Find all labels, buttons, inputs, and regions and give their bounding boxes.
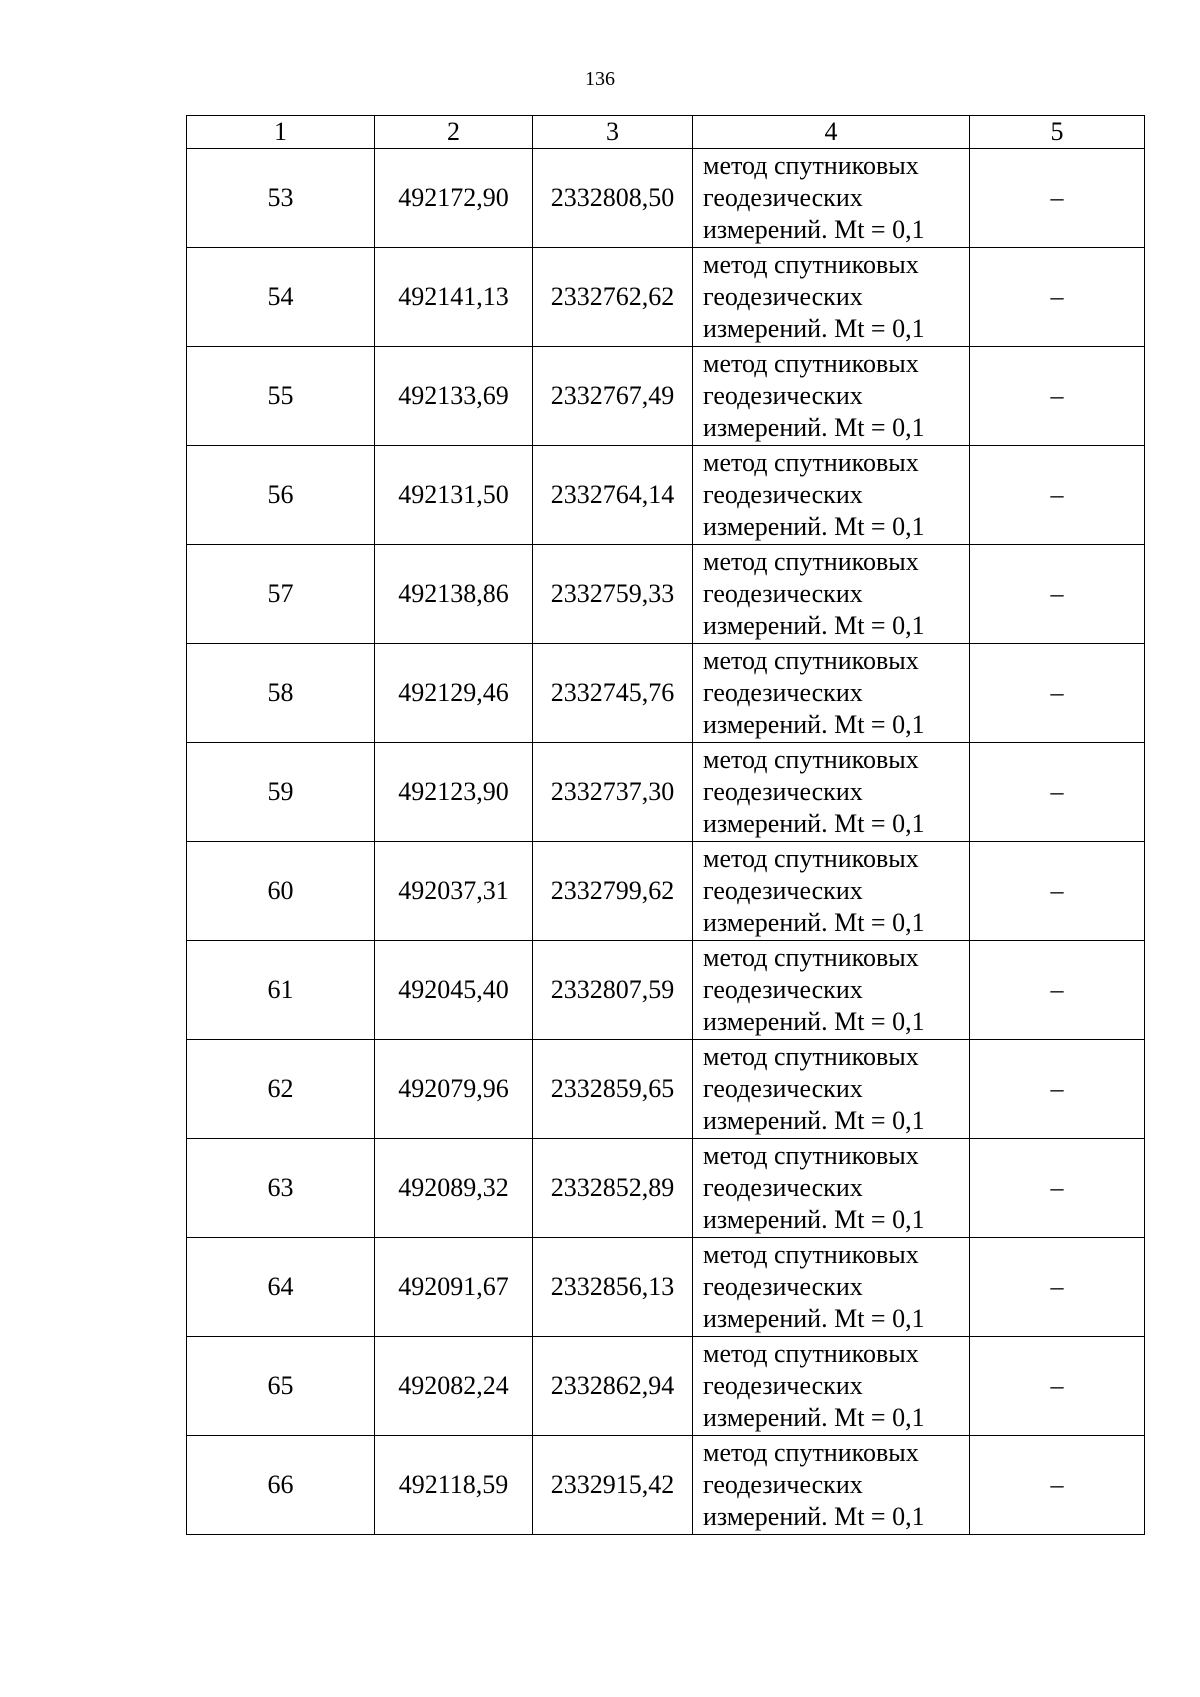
method-cell: метод спутниковых геодезических измерений. Mt = 0,1 [693,941,970,1040]
method-cell: метод спутниковых геодезических измерений. Mt = 0,1 [693,248,970,347]
note-cell: – [970,1436,1145,1535]
table-row [187,1436,1145,1535]
method-cell: метод спутниковых геодезических измерений. Mt = 0,1 [693,842,970,941]
table-row [187,1139,1145,1238]
note-cell: – [970,347,1145,446]
x-coordinate-cell: 492172,90 [375,149,533,248]
x-coordinate-cell: 492141,13 [375,248,533,347]
y-coordinate-cell: 2332762,62 [533,248,693,347]
y-coordinate-cell: 2332859,65 [533,1040,693,1139]
point-number-cell: 64 [187,1238,375,1337]
method-cell: метод спутниковых геодезических измерений. Mt = 0,1 [693,644,970,743]
column-header: 2 [375,116,533,149]
table-row [187,1238,1145,1337]
y-coordinate-cell: 2332764,14 [533,446,693,545]
y-coordinate-cell: 2332737,30 [533,743,693,842]
note-cell: – [970,446,1145,545]
method-cell: метод спутниковых геодезических измерений. Mt = 0,1 [693,1040,970,1139]
x-coordinate-cell: 492089,32 [375,1139,533,1238]
point-number-cell: 56 [187,446,375,545]
point-number-cell: 66 [187,1436,375,1535]
table-row [187,446,1145,545]
point-number-cell: 57 [187,545,375,644]
method-cell: метод спутниковых геодезических измерений. Mt = 0,1 [693,1238,970,1337]
note-cell: – [970,1238,1145,1337]
y-coordinate-cell: 2332808,50 [533,149,693,248]
method-cell: метод спутниковых геодезических измерений. Mt = 0,1 [693,446,970,545]
table-row [187,149,1145,248]
x-coordinate-cell: 492091,67 [375,1238,533,1337]
point-number-cell: 55 [187,347,375,446]
y-coordinate-cell: 2332852,89 [533,1139,693,1238]
table-row [187,1337,1145,1436]
x-coordinate-cell: 492037,31 [375,842,533,941]
table-row [187,941,1145,1040]
note-cell: – [970,842,1145,941]
x-coordinate-cell: 492045,40 [375,941,533,1040]
point-number-cell: 53 [187,149,375,248]
y-coordinate-cell: 2332915,42 [533,1436,693,1535]
y-coordinate-cell: 2332759,33 [533,545,693,644]
table-row [187,644,1145,743]
table-row [187,248,1145,347]
table-row [187,1040,1145,1139]
table-body [187,149,1145,1535]
column-header: 1 [187,116,375,149]
point-number-cell: 63 [187,1139,375,1238]
note-cell: – [970,248,1145,347]
table-row [187,545,1145,644]
note-cell: – [970,1139,1145,1238]
y-coordinate-cell: 2332862,94 [533,1337,693,1436]
note-cell: – [970,743,1145,842]
table-row [187,347,1145,446]
x-coordinate-cell: 492131,50 [375,446,533,545]
x-coordinate-cell: 492133,69 [375,347,533,446]
note-cell: – [970,1040,1145,1139]
header-row [187,116,1145,149]
note-cell: – [970,644,1145,743]
page-number: 136 [585,68,615,90]
y-coordinate-cell: 2332856,13 [533,1238,693,1337]
note-cell: – [970,1337,1145,1436]
method-cell: метод спутниковых геодезических измерений. Mt = 0,1 [693,743,970,842]
table-row [187,842,1145,941]
note-cell: – [970,545,1145,644]
y-coordinate-cell: 2332807,59 [533,941,693,1040]
method-cell: метод спутниковых геодезических измерений. Mt = 0,1 [693,1139,970,1238]
y-coordinate-cell: 2332767,49 [533,347,693,446]
method-cell: метод спутниковых геодезических измерений. Mt = 0,1 [693,545,970,644]
table-header [187,116,1145,149]
method-cell: метод спутниковых геодезических измерений. Mt = 0,1 [693,1337,970,1436]
point-number-cell: 61 [187,941,375,1040]
y-coordinate-cell: 2332745,76 [533,644,693,743]
method-cell: метод спутниковых геодезических измерений. Mt = 0,1 [693,149,970,248]
method-cell: метод спутниковых геодезических измерений. Mt = 0,1 [693,347,970,446]
column-header: 3 [533,116,693,149]
x-coordinate-cell: 492129,46 [375,644,533,743]
method-cell: метод спутниковых геодезических измерений. Mt = 0,1 [693,1436,970,1535]
y-coordinate-cell: 2332799,62 [533,842,693,941]
table-row [187,743,1145,842]
note-cell: – [970,941,1145,1040]
coordinates-table [186,115,1145,1535]
point-number-cell: 54 [187,248,375,347]
x-coordinate-cell: 492123,90 [375,743,533,842]
column-header: 4 [693,116,970,149]
column-header: 5 [970,116,1145,149]
point-number-cell: 65 [187,1337,375,1436]
note-cell: – [970,149,1145,248]
x-coordinate-cell: 492118,59 [375,1436,533,1535]
x-coordinate-cell: 492082,24 [375,1337,533,1436]
point-number-cell: 60 [187,842,375,941]
x-coordinate-cell: 492079,96 [375,1040,533,1139]
point-number-cell: 58 [187,644,375,743]
x-coordinate-cell: 492138,86 [375,545,533,644]
point-number-cell: 62 [187,1040,375,1139]
point-number-cell: 59 [187,743,375,842]
